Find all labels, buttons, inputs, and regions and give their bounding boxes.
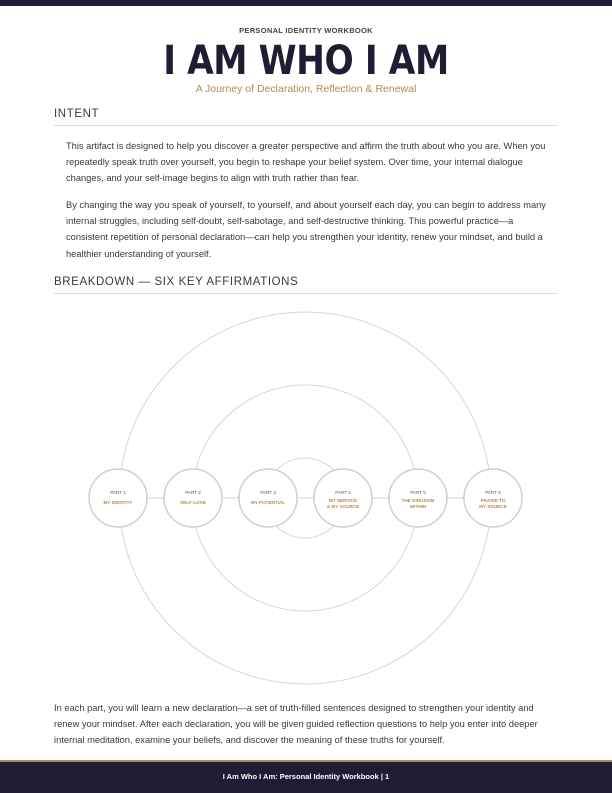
part-name: SELF-LOVE [180, 500, 206, 505]
part-node-3 [239, 469, 297, 527]
part-name: MY IDENTITY [103, 500, 133, 505]
part-label: PART 1 [110, 490, 126, 495]
part-name: PRAISE TO [480, 498, 506, 503]
part-circle [164, 469, 222, 527]
breakdown-heading: BREAKDOWN — SIX KEY AFFIRMATIONS [54, 276, 558, 294]
top-bar [0, 0, 612, 6]
part-node-1 [89, 469, 147, 527]
part-name: THE KINGDOM [401, 498, 435, 503]
page-subtitle: A Journey of Declaration, Reflection & Renewal [195, 83, 417, 95]
part-name: MY POTENTIAL [250, 500, 286, 505]
footer-text: I Am Who I Am: Personal Identity Workbook | 1 [222, 772, 390, 781]
page-title: I AM WHO I AM [163, 38, 449, 84]
intent-paragraph-2: By changing the way you speak of yourself, to yourself, and about yourself each day, you can begin to address many internal struggles, including self-doubt, self-sabotage, and self-destructive thinking. This powerful practice—a consistent repetition of personal declaration—can help you strengthen your identity, renew your mindset, and build a healthier understanding of yourself. [66, 200, 546, 259]
page-footer [0, 762, 612, 793]
part-node-2 [164, 469, 222, 527]
breakdown-closing-paragraph: In each part, you will learn a new declaration—a set of truth-filled sentences designed to strengthen your identity and renew your mindset. After each declaration, you will be given guided reflection questions to help you enter into deeper internal meditation, examine your beliefs, and discover the meaning of these truths for yourself. [54, 703, 538, 746]
part-circle [89, 469, 147, 527]
part-label: PART 4 [335, 490, 351, 495]
part-name: WITHIN [409, 504, 427, 509]
workbook-kicker: PERSONAL IDENTITY WORKBOOK [239, 26, 373, 35]
part-label: PART 2 [185, 490, 201, 495]
affirmations-diagram [0, 300, 612, 700]
part-name: MY SERVICE [328, 498, 358, 503]
part-name: & MY SOURCE [326, 504, 360, 509]
intent-paragraph-1: This artifact is designed to help you discover a greater perspective and affirm the truth about who you are. When you repeatedly speak truth over yourself, you begin to reshape your belief system. Over time, your internal dialogue changes, and your self-image begins to align with truth rather than fear. [66, 141, 546, 184]
intent-heading: INTENT [54, 108, 558, 126]
part-circle [239, 469, 297, 527]
part-node-5 [389, 469, 447, 527]
part-node-6 [464, 469, 522, 527]
part-node-4 [314, 469, 372, 527]
part-label: PART 5 [410, 490, 426, 495]
part-label: PART 3 [260, 490, 276, 495]
part-name: MY SOURCE [479, 504, 507, 509]
part-label: PART 6 [485, 490, 501, 495]
